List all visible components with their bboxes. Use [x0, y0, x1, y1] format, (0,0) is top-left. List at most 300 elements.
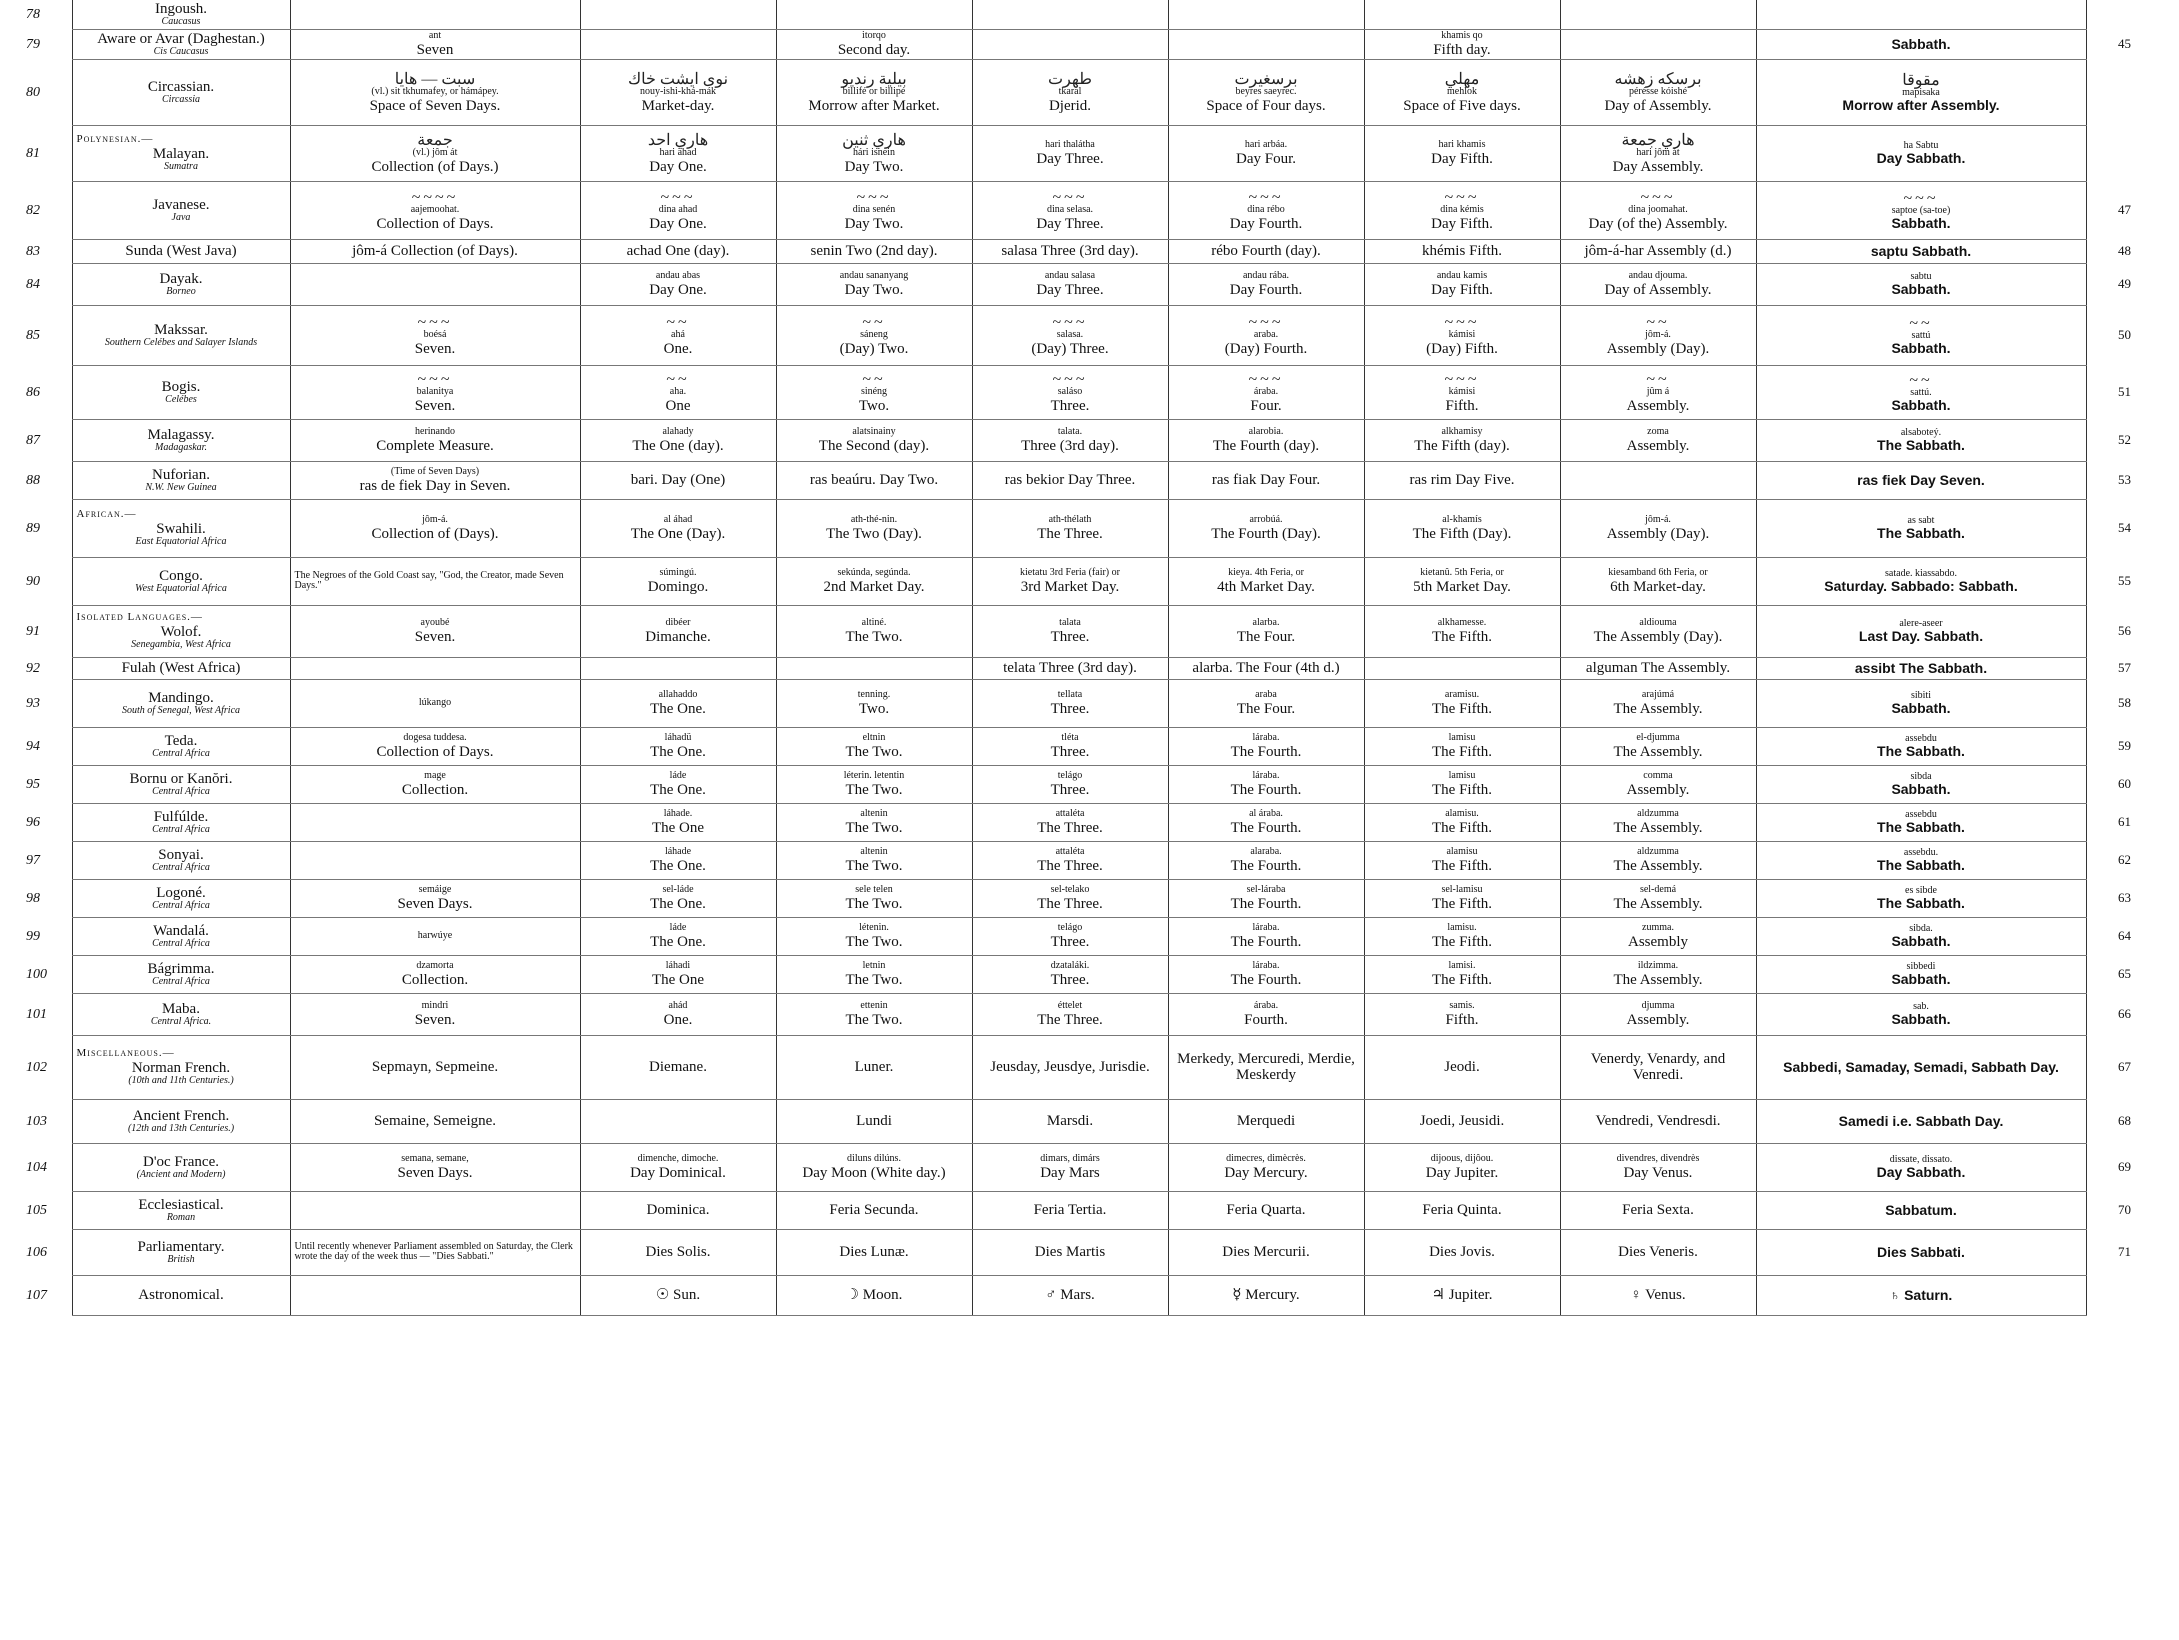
reference-number: 47	[2118, 202, 2131, 218]
language-cell	[72, 765, 290, 803]
day-name-cell	[1364, 727, 1560, 765]
transliteration: assebdu.	[1903, 846, 1939, 858]
day-name-cell	[1168, 1035, 1364, 1099]
day-name-cell	[776, 239, 972, 263]
meaning: Day Three.	[1036, 215, 1104, 232]
language-name: Bágrimma.	[147, 960, 215, 977]
reference-number: 62	[2118, 852, 2131, 868]
language-region: Central Africa	[152, 862, 210, 874]
meaning: The Assembly.	[1613, 700, 1703, 717]
transliteration: hari khamis	[1438, 138, 1486, 150]
day-name-cell	[1364, 239, 1560, 263]
day-name-cell	[580, 557, 776, 605]
native-script: ~~	[1909, 314, 1933, 332]
language-name: Malayan.	[152, 145, 210, 162]
reference-number: 55	[2118, 573, 2131, 589]
day-name-cell	[1168, 419, 1364, 461]
day-name-cell	[1364, 605, 1560, 657]
day-name-cell	[580, 917, 776, 955]
transliteration: tléta	[1061, 731, 1079, 743]
day-name-cell	[1560, 365, 1756, 419]
week-name-cell	[290, 263, 580, 305]
transliteration: zoma	[1647, 425, 1669, 437]
native-script: هاري احد	[647, 131, 709, 149]
day-name-cell	[1560, 727, 1756, 765]
transliteration: sekúnda, segúnda.	[837, 566, 911, 578]
transliteration: jôm-á.	[422, 513, 448, 525]
row-number: 79	[26, 36, 40, 52]
transliteration: sel-demá	[1639, 883, 1677, 895]
day-name-cell	[972, 557, 1168, 605]
day-name-cell	[580, 955, 776, 993]
day-name-cell	[776, 1035, 972, 1099]
day-name-cell	[1364, 419, 1560, 461]
meaning: ☉ Sun.	[655, 1287, 701, 1304]
day-name-cell	[1168, 1229, 1364, 1275]
row-number: 95	[26, 776, 40, 792]
transliteration: aajemoohat.	[410, 203, 460, 215]
transliteration: dina selasa.	[1046, 203, 1094, 215]
day-name-cell	[1364, 557, 1560, 605]
language-cell	[72, 1191, 290, 1229]
meaning: One	[665, 397, 691, 414]
transliteration: dogesa tuddesa.	[403, 731, 467, 743]
language-cell	[72, 841, 290, 879]
reference-number: 63	[2118, 890, 2131, 906]
day-name-cell	[1168, 365, 1364, 419]
language-cell	[72, 557, 290, 605]
language-cell	[72, 1275, 290, 1315]
table-row	[8, 955, 2135, 993]
day-name-cell	[580, 499, 776, 557]
meaning: Space of Five days.	[1403, 97, 1521, 114]
meaning: 2nd Market Day.	[823, 578, 925, 595]
row-number: 98	[26, 890, 40, 906]
meaning: Merkedy, Mercuredi, Merdie, Meskerdy	[1177, 1051, 1355, 1084]
day-name-cell	[1560, 841, 1756, 879]
meaning: 6th Market-day.	[1610, 578, 1706, 595]
language-name: Nuforian.	[152, 466, 210, 483]
meaning: The Two.	[845, 628, 903, 645]
day-name-cell	[1560, 917, 1756, 955]
meaning: The Fifth.	[1432, 819, 1492, 836]
transliteration: sel-telako	[1050, 883, 1090, 895]
meaning: The Fifth.	[1432, 628, 1492, 645]
transliteration: saláso	[1057, 385, 1083, 397]
day-name-cell	[1364, 841, 1560, 879]
meaning: ras beaúru. Day Two.	[809, 472, 939, 489]
meaning: ♃ Jupiter.	[1431, 1287, 1493, 1304]
language-name: Norman French.	[131, 1059, 231, 1076]
transliteration: dimecres, dimècrès.	[1226, 1152, 1306, 1164]
native-script: ~~~	[1903, 189, 1939, 207]
day-name-cell	[972, 125, 1168, 181]
meaning: The Two (Day).	[826, 525, 922, 542]
day-name-cell	[1560, 557, 1756, 605]
meaning: Day Jupiter.	[1425, 1164, 1499, 1181]
day-name-cell	[1168, 59, 1364, 125]
row-number: 107	[26, 1287, 47, 1303]
week-name-cell	[290, 765, 580, 803]
day-name-cell	[1560, 1099, 1756, 1143]
row-number: 82	[26, 202, 40, 218]
transliteration: ha Sabtu	[1903, 139, 1939, 151]
meaning: salasa Three (3rd day).	[1001, 243, 1139, 260]
row-number: 105	[26, 1202, 47, 1218]
language-region: Caucasus	[161, 16, 201, 28]
meaning: Vendredi, Vendresdi.	[1595, 1113, 1721, 1130]
transliteration: saptoe (sa-toe)	[1891, 204, 1951, 216]
meaning: Sabbedi, Samaday, Semadi, Sabbath Day.	[1783, 1058, 2059, 1075]
day-name-cell	[580, 727, 776, 765]
meaning: Merquedi	[1236, 1113, 1296, 1130]
table-row	[8, 29, 2135, 59]
meaning: Diemane.	[649, 1059, 707, 1076]
transliteration: billifé or billipé	[842, 85, 906, 97]
row-number: 92	[26, 660, 40, 676]
day-name-cell	[580, 1099, 776, 1143]
day-name-cell	[580, 993, 776, 1035]
day-name-cell	[580, 125, 776, 181]
day-name-cell	[1168, 29, 1364, 59]
language-cell	[72, 1099, 290, 1143]
language-cell	[72, 125, 290, 181]
day-name-cell	[1756, 1035, 2086, 1099]
reference-number: 65	[2118, 966, 2131, 982]
transliteration: andau salasa	[1044, 269, 1096, 281]
day-name-cell	[776, 1143, 972, 1191]
meaning: The One.	[650, 743, 706, 760]
day-name-cell	[1756, 59, 2086, 125]
meaning: Jeodi.	[1444, 1059, 1480, 1076]
day-name-cell	[1756, 365, 2086, 419]
transliteration: andau abas	[655, 269, 701, 281]
meaning: ras rim Day Five.	[1409, 472, 1515, 489]
day-name-cell	[972, 879, 1168, 917]
native-script: برسكه زهشه	[1614, 70, 1702, 88]
meaning: 3rd Market Day.	[1020, 578, 1120, 595]
week-name-cell	[290, 727, 580, 765]
day-name-cell	[972, 955, 1168, 993]
transliteration: es sibde	[1905, 884, 1937, 896]
meaning: The One (Day).	[630, 525, 726, 542]
language-group: Isolated Languages.—	[76, 611, 203, 624]
transliteration: láhade	[664, 845, 692, 857]
meaning: Assembly (Day).	[1606, 525, 1710, 542]
language-name: Javanese.	[152, 196, 210, 213]
week-name-cell	[290, 305, 580, 365]
reference-number: 53	[2118, 472, 2131, 488]
transliteration: alkhamesse.	[1437, 616, 1487, 628]
native-script: برسغيرت	[1234, 70, 1298, 88]
meaning: The Fifth.	[1432, 781, 1492, 798]
native-script: جمعة	[417, 131, 453, 149]
day-name-cell	[776, 803, 972, 841]
footnote-text: The Negroes of the Gold Coast say, "God, the Creator, made Seven Days."	[294, 569, 564, 592]
day-name-cell	[1756, 1191, 2086, 1229]
meaning: The Two.	[845, 781, 903, 798]
transliteration: al áraba.	[1249, 807, 1283, 819]
meaning: Day of Assembly.	[1604, 281, 1712, 298]
day-name-cell	[1364, 0, 1560, 29]
meaning: The Two.	[845, 933, 903, 950]
transliteration: andau kamis	[1436, 269, 1488, 281]
day-name-cell	[580, 1143, 776, 1191]
meaning: Feria Sexta.	[1622, 1202, 1694, 1219]
native-script: ~~~~	[411, 188, 459, 206]
day-name-cell	[1756, 917, 2086, 955]
day-name-cell	[1560, 803, 1756, 841]
native-script: ~~~	[1248, 188, 1284, 206]
meaning: Three (3rd day).	[1021, 437, 1119, 454]
transliteration: jôm-á.	[1645, 328, 1671, 340]
language-name: Sonyai.	[158, 846, 204, 863]
day-name-cell	[972, 1035, 1168, 1099]
table-row	[8, 181, 2135, 239]
transliteration: alarobia.	[1248, 425, 1284, 437]
transliteration: araba	[1255, 688, 1277, 700]
day-name-cell	[580, 419, 776, 461]
meaning: Sabbath.	[1891, 781, 1951, 798]
day-name-cell	[1756, 181, 2086, 239]
language-name: Circassian.	[147, 78, 215, 95]
day-name-cell	[1560, 0, 1756, 29]
meaning: The Fourth.	[1230, 781, 1302, 798]
meaning: ☿ Mercury.	[1232, 1287, 1300, 1304]
transliteration: dissate, dissato.	[1889, 1153, 1953, 1165]
day-name-cell	[972, 679, 1168, 727]
day-name-cell	[1756, 841, 2086, 879]
meaning: Assembly (Day).	[1606, 340, 1710, 357]
meaning: (Day) Fifth.	[1426, 340, 1498, 357]
transliteration: telágo	[1057, 921, 1083, 933]
transliteration: dina senén	[852, 203, 896, 215]
native-script: ~~~	[1052, 313, 1088, 331]
language-name: Wolof.	[160, 623, 202, 640]
native-script: طهرت	[1048, 70, 1092, 88]
meaning: Assembly.	[1626, 781, 1690, 798]
day-name-cell	[1168, 461, 1364, 499]
language-region: South of Senegal, West Africa	[121, 705, 241, 717]
day-name-cell	[972, 917, 1168, 955]
transliteration: lamisu	[1448, 731, 1476, 743]
transliteration: balanitya	[416, 385, 454, 397]
day-name-cell	[580, 765, 776, 803]
day-name-cell	[1560, 879, 1756, 917]
row-number: 83	[26, 243, 40, 259]
day-name-cell	[972, 803, 1168, 841]
transliteration: hari arbáa.	[1244, 138, 1288, 150]
language-name: Ancient French.	[132, 1107, 230, 1124]
day-name-cell	[1168, 263, 1364, 305]
day-name-cell	[1168, 181, 1364, 239]
language-region: (12th and 13th Centuries.)	[127, 1123, 235, 1135]
language-region: Madagaskar.	[155, 442, 207, 454]
row-number: 93	[26, 695, 40, 711]
row-number: 89	[26, 520, 40, 536]
day-name-cell	[1364, 365, 1560, 419]
transliteration: alamisu.	[1445, 807, 1479, 819]
meaning: Three.	[1050, 933, 1090, 950]
table-row	[8, 1035, 2135, 1099]
day-name-cell	[580, 239, 776, 263]
transliteration: láraba.	[1252, 921, 1280, 933]
transliteration: aramisu.	[1444, 688, 1480, 700]
table-row	[8, 917, 2135, 955]
meaning: Day Dominical.	[630, 1164, 726, 1181]
language-group: Polynesian.—	[76, 133, 154, 146]
day-name-cell	[972, 1143, 1168, 1191]
native-script: ~~~	[1444, 370, 1480, 388]
week-name-cell	[290, 125, 580, 181]
language-region: Central Africa	[152, 900, 210, 912]
day-name-cell	[1756, 305, 2086, 365]
language-name: Bogis.	[161, 378, 201, 395]
day-name-cell	[1364, 59, 1560, 125]
meaning: Three.	[1050, 700, 1090, 717]
row-number: 90	[26, 573, 40, 589]
day-name-cell	[972, 841, 1168, 879]
day-name-cell	[776, 841, 972, 879]
day-name-cell	[580, 0, 776, 29]
meaning: ☽ Moon.	[845, 1287, 903, 1304]
meaning: (Day) Three.	[1031, 340, 1109, 357]
day-name-cell	[1756, 727, 2086, 765]
week-name-cell	[290, 0, 580, 29]
week-name-cell	[290, 29, 580, 59]
meaning: The Fourth.	[1230, 857, 1302, 874]
table-row	[8, 59, 2135, 125]
native-script: ~~~	[856, 188, 892, 206]
language-region: (Ancient and Modern)	[136, 1169, 226, 1181]
day-name-cell	[1364, 181, 1560, 239]
day-name-cell	[1168, 1275, 1364, 1315]
day-name-cell	[972, 1099, 1168, 1143]
row-number: 84	[26, 276, 40, 292]
day-name-cell	[1364, 803, 1560, 841]
meaning: alarba. The Four (4th d.)	[1192, 660, 1340, 677]
day-name-cell	[776, 499, 972, 557]
reference-number	[2086, 1275, 2135, 1315]
day-name-cell	[1364, 1035, 1560, 1099]
table-row	[8, 679, 2135, 727]
meaning: The Sabbath.	[1877, 437, 1965, 454]
meaning: Seven Days.	[397, 895, 473, 912]
meaning: The One.	[650, 781, 706, 798]
language-cell	[72, 917, 290, 955]
week-name-cell	[290, 365, 580, 419]
transliteration: eltnin	[862, 731, 886, 743]
day-name-cell	[776, 679, 972, 727]
transliteration: éttelet	[1057, 999, 1083, 1011]
meaning: The Fourth.	[1230, 933, 1302, 950]
transliteration: alsaboteý.	[1900, 426, 1942, 438]
table-row	[8, 239, 2135, 263]
day-name-cell	[1756, 803, 2086, 841]
native-script: ~~~	[1052, 188, 1088, 206]
meaning: Day Mercury.	[1224, 1164, 1308, 1181]
meaning: The Four.	[1236, 628, 1296, 645]
row-number: 101	[26, 1006, 47, 1022]
meaning: The One	[651, 971, 705, 988]
meaning: Sabbath.	[1891, 1011, 1951, 1028]
transliteration: kietatu 3rd Feria (fair) or	[1020, 566, 1120, 578]
meaning: The Two.	[845, 895, 903, 912]
table-row	[8, 1143, 2135, 1191]
reference-number: 70	[2118, 1202, 2131, 1218]
table-row	[8, 1099, 2135, 1143]
meaning: Sabbath.	[1891, 971, 1951, 988]
language-name: Ingoush.	[154, 1, 208, 17]
reference-number: 45	[2118, 36, 2131, 52]
meaning: Dies Sabbati.	[1877, 1243, 1965, 1260]
language-region: West Equatorial Africa	[135, 583, 227, 595]
meaning: Four.	[1250, 397, 1282, 414]
week-name-cell	[290, 59, 580, 125]
meaning: khémis Fifth.	[1421, 243, 1502, 260]
language-cell	[72, 1035, 290, 1099]
meaning: Feria Tertia.	[1033, 1202, 1107, 1219]
meaning: assibt The Sabbath.	[1854, 659, 1988, 676]
transliteration: herinando	[415, 425, 455, 437]
day-name-cell	[972, 657, 1168, 679]
native-script: هاري جمعة	[1621, 131, 1695, 149]
meaning: Collection (of Days.)	[371, 158, 499, 175]
meaning: Three.	[1050, 397, 1090, 414]
day-name-cell	[776, 657, 972, 679]
day-name-cell	[580, 605, 776, 657]
week-name-cell	[290, 605, 580, 657]
reference-number: 58	[2118, 695, 2131, 711]
meaning: Complete Measure.	[376, 437, 494, 454]
week-name-cell	[290, 879, 580, 917]
meaning: The Second (day).	[818, 437, 930, 454]
table-row	[8, 605, 2135, 657]
meaning: ♀ Venus.	[1630, 1287, 1686, 1304]
transliteration: dina joomahat.	[1628, 203, 1688, 215]
reference-number: 64	[2118, 928, 2131, 944]
language-region: Central Africa.	[150, 1016, 212, 1028]
day-name-cell	[776, 557, 972, 605]
meaning: The One.	[650, 700, 706, 717]
transliteration: ath-thé-nin.	[850, 513, 898, 525]
meaning: The One.	[650, 857, 706, 874]
day-name-cell	[972, 993, 1168, 1035]
day-name-cell	[776, 419, 972, 461]
day-name-cell	[776, 305, 972, 365]
day-name-cell	[580, 263, 776, 305]
day-name-cell	[1756, 657, 2086, 679]
day-name-cell	[1364, 1229, 1560, 1275]
day-name-cell	[972, 305, 1168, 365]
meaning: Sabbath.	[1891, 35, 1951, 52]
week-name-cell	[290, 955, 580, 993]
transliteration: sele telen	[855, 883, 893, 895]
meaning: Day One.	[649, 215, 707, 232]
day-name-cell	[776, 765, 972, 803]
transliteration: aldzumma	[1637, 845, 1679, 857]
transliteration: arajúmá	[1641, 688, 1675, 700]
week-name-cell	[290, 679, 580, 727]
meaning: Market-day.	[641, 97, 715, 114]
transliteration: alkhamisy	[1441, 425, 1483, 437]
row-number: 97	[26, 852, 40, 868]
day-name-cell	[1756, 557, 2086, 605]
transliteration: láhade.	[663, 807, 693, 819]
row-number: 100	[26, 966, 47, 982]
day-name-cell	[580, 29, 776, 59]
transliteration: láde	[669, 769, 687, 781]
